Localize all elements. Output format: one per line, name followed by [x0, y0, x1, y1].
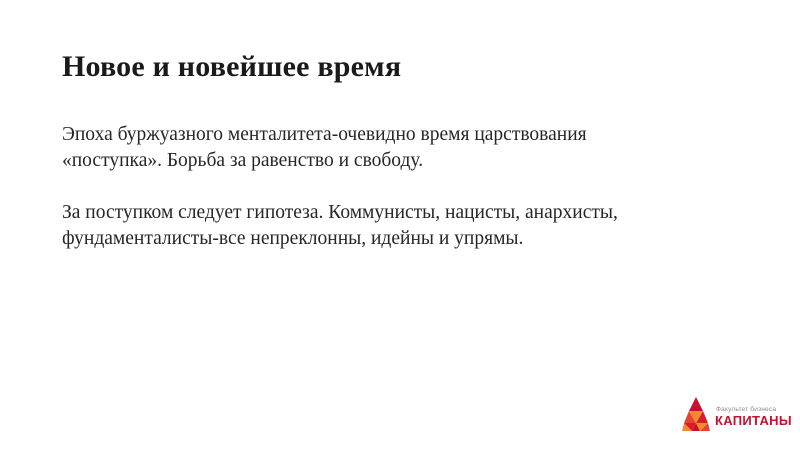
logo-tagline: Факультет бизнеса — [716, 406, 777, 413]
slide-title: Новое и новейшее время — [62, 50, 402, 83]
paragraph-2-line-1: За поступком следует гипотеза. Коммунисты, нацисты, анархисты, — [62, 202, 618, 223]
paragraph-1 — [62, 122, 752, 174]
kapitany-logo-icon — [682, 397, 710, 433]
logo-wordmark: КАПИТАНЫ — [715, 413, 792, 428]
slide-body — [62, 122, 752, 278]
paragraph-2 — [62, 200, 752, 252]
paragraph-2-line-2: фундаменталисты-все непреклонны, идейны и упрямы. — [62, 228, 524, 249]
paragraph-1-line-2: «поступка». Борьба за равенство и свободу. — [62, 150, 424, 171]
kapitany-logo — [682, 395, 792, 435]
paragraph-1-line-1: Эпоха буржуазного менталитета-очевидно время царствования — [62, 124, 587, 145]
